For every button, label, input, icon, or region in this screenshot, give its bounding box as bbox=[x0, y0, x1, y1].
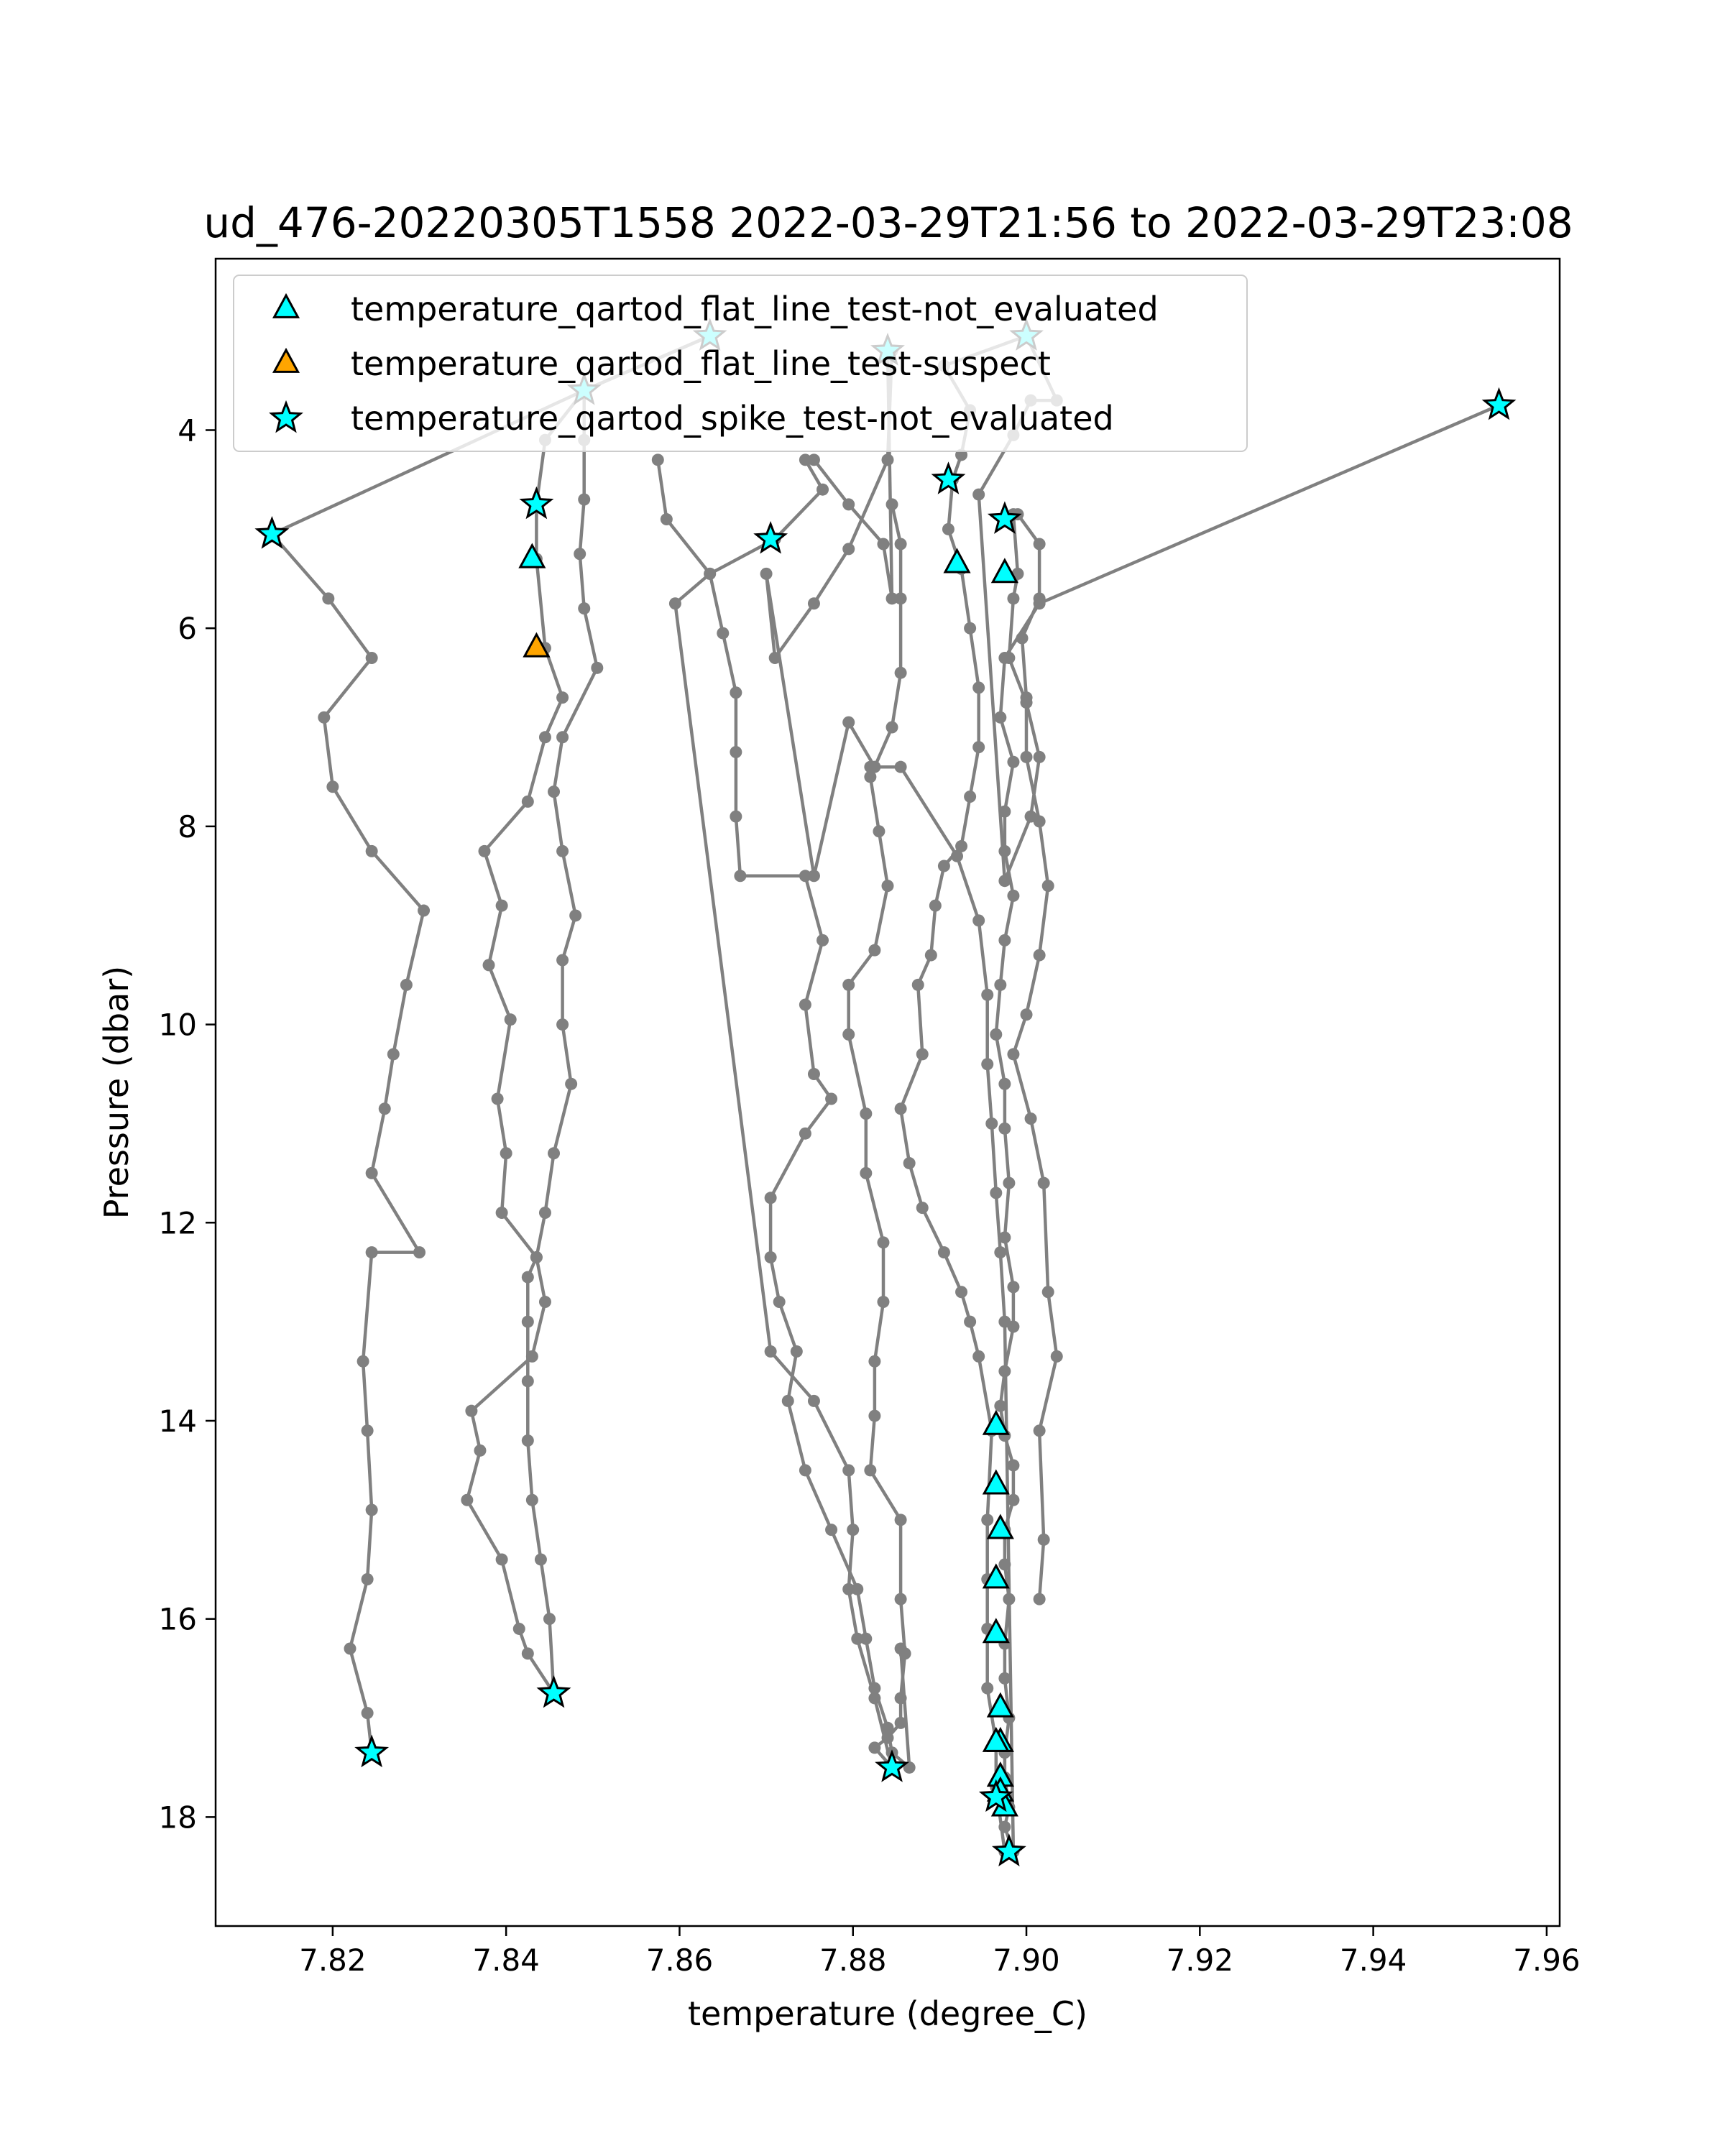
data-point bbox=[556, 1018, 569, 1031]
data-point bbox=[362, 1573, 374, 1585]
data-point bbox=[825, 1092, 837, 1105]
data-point bbox=[895, 1102, 907, 1115]
data-point bbox=[1021, 696, 1033, 709]
data-point bbox=[868, 1692, 880, 1704]
y-tick-label: 6 bbox=[178, 611, 197, 647]
data-point bbox=[1051, 1350, 1063, 1363]
data-point bbox=[994, 711, 1006, 724]
data-point bbox=[1021, 751, 1033, 763]
data-point bbox=[1034, 949, 1046, 962]
data-point bbox=[1003, 652, 1015, 664]
data-point bbox=[730, 686, 742, 699]
data-point bbox=[591, 662, 603, 674]
y-tick-label: 14 bbox=[158, 1403, 197, 1439]
data-point bbox=[496, 1553, 508, 1565]
x-tick-label: 7.84 bbox=[472, 1943, 540, 1978]
x-tick-label: 7.92 bbox=[1166, 1943, 1234, 1978]
data-point bbox=[808, 597, 820, 609]
data-point bbox=[808, 870, 820, 882]
data-point bbox=[661, 513, 673, 525]
data-point bbox=[860, 1167, 872, 1179]
data-point bbox=[994, 1246, 1006, 1258]
data-point bbox=[808, 1068, 820, 1080]
data-point bbox=[895, 538, 907, 550]
data-point bbox=[981, 989, 993, 1001]
data-point bbox=[522, 1647, 534, 1659]
data-point bbox=[895, 761, 907, 773]
data-point bbox=[1042, 1286, 1054, 1298]
data-point bbox=[1034, 538, 1046, 550]
data-point bbox=[565, 1078, 577, 1090]
data-point bbox=[734, 870, 746, 882]
data-point bbox=[474, 1445, 486, 1457]
data-point bbox=[1021, 1008, 1033, 1021]
data-point bbox=[877, 1236, 889, 1248]
data-point bbox=[1016, 632, 1029, 644]
data-point bbox=[799, 999, 811, 1011]
data-point bbox=[851, 1633, 863, 1645]
data-point bbox=[877, 538, 889, 550]
data-point bbox=[868, 944, 880, 957]
data-point bbox=[1025, 1112, 1037, 1125]
data-point bbox=[1007, 756, 1019, 768]
data-point bbox=[972, 914, 985, 926]
data-point bbox=[1007, 1494, 1019, 1506]
data-point bbox=[652, 453, 664, 466]
data-point bbox=[773, 1296, 786, 1308]
data-point bbox=[972, 741, 985, 753]
data-point bbox=[912, 979, 924, 991]
data-point bbox=[669, 597, 681, 609]
data-point bbox=[816, 934, 829, 946]
data-point bbox=[465, 1405, 477, 1417]
data-point bbox=[942, 523, 954, 535]
data-point bbox=[998, 845, 1011, 857]
y-tick-label: 10 bbox=[158, 1007, 197, 1043]
data-point bbox=[366, 1504, 378, 1516]
data-point bbox=[998, 1365, 1011, 1378]
data-point bbox=[791, 1345, 803, 1358]
data-point bbox=[868, 1741, 880, 1754]
x-axis-ticks bbox=[299, 1926, 1581, 1978]
data-point bbox=[842, 1464, 855, 1476]
data-point bbox=[864, 761, 876, 773]
chart-title: ud_476-20220305T1558 2022-03-29T21:56 to 2022-03-29T23:08 bbox=[203, 198, 1573, 247]
data-point bbox=[916, 1048, 929, 1060]
data-point bbox=[842, 979, 855, 991]
data-point bbox=[895, 1717, 907, 1729]
data-point bbox=[895, 1514, 907, 1526]
data-point bbox=[574, 548, 586, 560]
data-point bbox=[899, 1647, 911, 1659]
data-point bbox=[808, 453, 820, 466]
data-point bbox=[526, 1350, 538, 1363]
data-point bbox=[1034, 1593, 1046, 1606]
data-point bbox=[500, 1147, 512, 1159]
data-point bbox=[981, 1514, 993, 1526]
data-point bbox=[1007, 1460, 1019, 1472]
data-point bbox=[556, 731, 569, 743]
data-point bbox=[539, 1207, 551, 1219]
data-point bbox=[578, 493, 590, 505]
x-tick-label: 7.82 bbox=[299, 1943, 367, 1978]
data-point bbox=[479, 845, 491, 857]
data-point bbox=[526, 1494, 538, 1506]
data-point bbox=[769, 652, 781, 664]
data-point bbox=[972, 681, 985, 694]
data-point bbox=[387, 1048, 400, 1060]
data-point bbox=[539, 731, 551, 743]
data-point bbox=[998, 1078, 1011, 1090]
data-point bbox=[972, 489, 985, 501]
data-point bbox=[877, 1296, 889, 1308]
data-point bbox=[505, 1013, 517, 1026]
data-point bbox=[366, 652, 378, 664]
data-point bbox=[925, 949, 937, 962]
data-point bbox=[1007, 1281, 1019, 1293]
data-point bbox=[998, 1821, 1011, 1833]
y-tick-label: 18 bbox=[158, 1800, 197, 1835]
data-point bbox=[548, 1147, 560, 1159]
data-point bbox=[556, 691, 569, 704]
data-point bbox=[964, 622, 976, 635]
data-point bbox=[556, 954, 569, 966]
data-point bbox=[972, 1350, 985, 1363]
x-tick-label: 7.90 bbox=[993, 1943, 1060, 1978]
y-axis-ticks bbox=[159, 413, 216, 1835]
data-point bbox=[366, 1246, 378, 1258]
data-point bbox=[998, 1123, 1011, 1135]
data-point bbox=[362, 1707, 374, 1719]
plot-area bbox=[216, 259, 1560, 1926]
x-axis-label: temperature (degree_C) bbox=[688, 1994, 1087, 2033]
data-point bbox=[1038, 1534, 1050, 1546]
data-point bbox=[765, 1192, 777, 1204]
data-point bbox=[981, 1058, 993, 1070]
data-point bbox=[990, 1187, 1002, 1199]
data-point bbox=[903, 1157, 916, 1169]
legend-label: temperature_qartod_spike_test-not_evaluated bbox=[351, 399, 1114, 438]
data-point bbox=[842, 1028, 855, 1041]
data-point bbox=[990, 1028, 1002, 1041]
data-point bbox=[816, 484, 829, 496]
data-point bbox=[964, 791, 976, 803]
data-point bbox=[886, 722, 898, 734]
data-point bbox=[895, 1692, 907, 1704]
data-point bbox=[765, 1251, 777, 1263]
data-point bbox=[916, 1202, 929, 1214]
data-point bbox=[964, 1316, 976, 1328]
data-point bbox=[366, 845, 378, 857]
data-point bbox=[981, 1682, 993, 1695]
data-point bbox=[882, 880, 894, 892]
data-point bbox=[955, 1286, 967, 1298]
data-point bbox=[730, 746, 742, 758]
data-point bbox=[400, 979, 413, 991]
data-point bbox=[357, 1355, 369, 1368]
legend-label: temperature_qartod_flat_line_test-suspect bbox=[351, 344, 1051, 383]
data-point bbox=[461, 1494, 473, 1506]
x-tick-label: 7.94 bbox=[1339, 1943, 1407, 1978]
data-point bbox=[938, 860, 950, 872]
data-point bbox=[1042, 880, 1054, 892]
data-point bbox=[1007, 890, 1019, 902]
data-point bbox=[322, 592, 334, 604]
data-point bbox=[765, 1345, 777, 1358]
data-point bbox=[842, 543, 855, 555]
data-point bbox=[717, 627, 729, 640]
data-point bbox=[522, 1434, 534, 1447]
data-point bbox=[413, 1246, 426, 1258]
data-point bbox=[362, 1424, 374, 1437]
data-point bbox=[418, 905, 430, 917]
legend-label: temperature_qartod_flat_line_test-not_evaluated bbox=[351, 290, 1159, 328]
data-point bbox=[1007, 592, 1019, 604]
data-point bbox=[882, 453, 894, 466]
y-tick-label: 4 bbox=[178, 413, 197, 448]
y-tick-label: 8 bbox=[178, 808, 197, 844]
data-point bbox=[344, 1643, 356, 1655]
data-point bbox=[578, 602, 590, 614]
data-point bbox=[998, 1558, 1011, 1570]
data-point bbox=[799, 1464, 811, 1476]
data-point bbox=[1034, 751, 1046, 763]
y-axis-label: Pressure (dbar) bbox=[97, 965, 136, 1220]
data-point bbox=[886, 592, 898, 604]
data-point bbox=[998, 1231, 1011, 1243]
data-point bbox=[318, 711, 330, 724]
data-point bbox=[496, 900, 508, 912]
data-point bbox=[847, 1524, 859, 1536]
data-point bbox=[864, 1464, 876, 1476]
data-point bbox=[379, 1102, 391, 1115]
data-point bbox=[868, 1355, 880, 1368]
data-point bbox=[1007, 1321, 1019, 1333]
data-point bbox=[998, 934, 1011, 946]
data-point bbox=[535, 1553, 547, 1565]
data-point bbox=[1034, 1424, 1046, 1437]
data-point bbox=[522, 1375, 534, 1387]
data-point bbox=[842, 498, 855, 510]
x-tick-label: 7.88 bbox=[819, 1943, 887, 1978]
y-tick-label: 16 bbox=[158, 1601, 197, 1637]
data-point bbox=[873, 825, 885, 837]
data-point bbox=[522, 1316, 534, 1328]
data-point bbox=[543, 1613, 556, 1625]
data-point bbox=[522, 1271, 534, 1284]
x-tick-label: 7.96 bbox=[1513, 1943, 1581, 1978]
legend bbox=[234, 275, 1247, 451]
data-point bbox=[895, 667, 907, 679]
y-tick-label: 12 bbox=[158, 1205, 197, 1241]
data-point bbox=[929, 900, 942, 912]
data-point bbox=[492, 1092, 504, 1105]
data-point bbox=[895, 1593, 907, 1606]
data-point bbox=[704, 568, 716, 580]
data-point bbox=[868, 1410, 880, 1422]
data-point bbox=[955, 840, 967, 852]
data-point bbox=[483, 959, 495, 971]
data-point bbox=[998, 1672, 1011, 1685]
data-point bbox=[825, 1524, 837, 1536]
data-point bbox=[994, 979, 1006, 991]
data-point bbox=[496, 1207, 508, 1219]
data-point bbox=[760, 568, 773, 580]
data-point bbox=[1003, 1593, 1015, 1606]
data-point bbox=[799, 1128, 811, 1140]
data-point bbox=[860, 1107, 872, 1120]
data-point bbox=[1003, 1177, 1015, 1189]
data-point bbox=[556, 845, 569, 857]
data-point bbox=[985, 1118, 998, 1130]
x-tick-label: 7.86 bbox=[645, 1943, 714, 1978]
data-point bbox=[366, 1167, 378, 1179]
data-point bbox=[522, 796, 534, 808]
data-point bbox=[842, 717, 855, 729]
data-point bbox=[1038, 1177, 1050, 1189]
data-point bbox=[730, 811, 742, 823]
data-point bbox=[782, 1395, 794, 1407]
data-point bbox=[539, 1296, 551, 1308]
data-point bbox=[1034, 592, 1046, 604]
data-point bbox=[569, 909, 581, 921]
data-point bbox=[548, 786, 560, 798]
data-point bbox=[938, 1246, 950, 1258]
data-point bbox=[326, 780, 339, 793]
data-point bbox=[1007, 1048, 1019, 1060]
data-point bbox=[530, 1251, 543, 1263]
data-point bbox=[842, 1583, 855, 1595]
data-point bbox=[1025, 811, 1037, 823]
data-point bbox=[998, 875, 1011, 887]
data-point bbox=[513, 1623, 525, 1635]
data-point bbox=[808, 1395, 820, 1407]
